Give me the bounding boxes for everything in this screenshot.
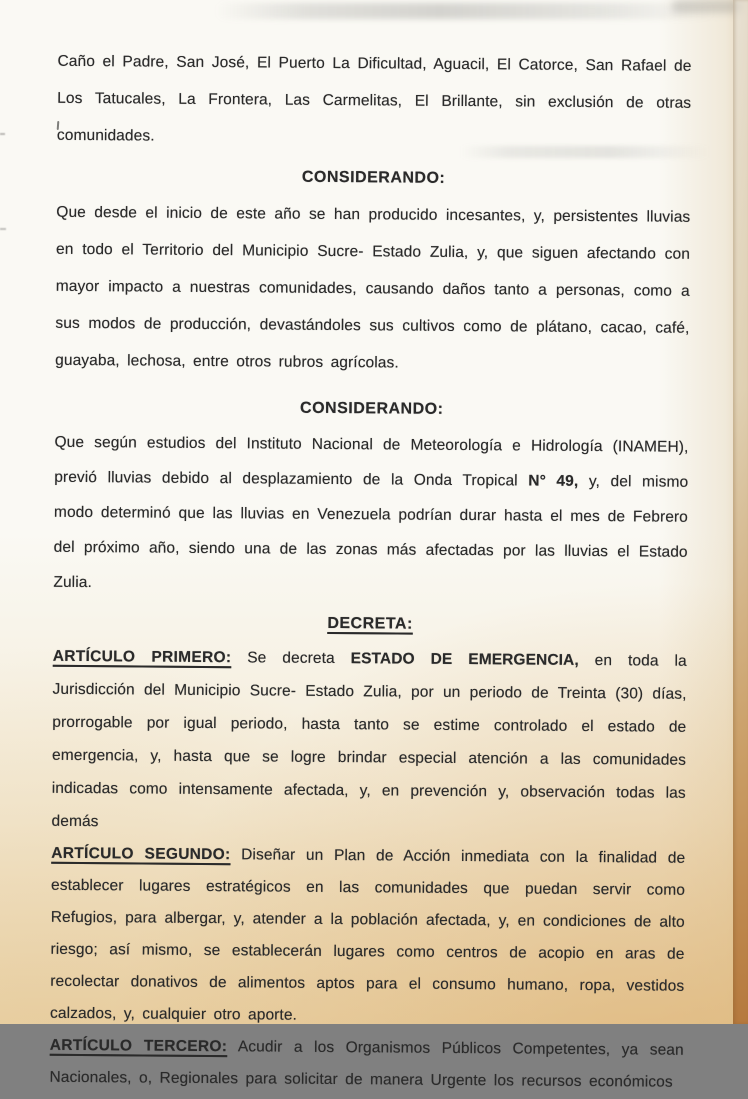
considerando-heading-1: CONSIDERANDO: — [301, 168, 446, 187]
articulo-segundo-label: ARTÍCULO SEGUNDO: — [51, 844, 231, 864]
inameh-text-start: Que según estudios del Instituto Nacional de Meteorología e Hidrología (INAMEH), previó lluvias debido al desplazamiento de la Onda Tropical — [54, 433, 689, 490]
decreta-heading-text: DECRETA: — [327, 614, 413, 633]
articulo-primero-paragraph — [51, 640, 687, 843]
onda-tropical-number-bold: N° 49, — [528, 472, 579, 490]
estado-de-emergencia-bold: ESTADO DE EMERGENCIA, — [350, 650, 579, 669]
articulo-segundo-paragraph — [50, 838, 685, 1035]
articulo-primero-text-end: en toda la Jurisdicción del Municipio Sucre- Estado Zulia, por un periodo de Treinta (30) días, prorrogable por igual periodo, hasta tanto se estime controlado el estado de emergencia, y, hasta que se logre brindar especial atención a las comunidades indicadas como intensamente afectada, y, en prevención y, observación todas las demás — [51, 651, 687, 831]
articulo-tercero-label: ARTÍCULO TERCERO: — [49, 1036, 228, 1056]
articulo-primero-label: ARTÍCULO PRIMERO: — [52, 647, 232, 667]
articulo-primero-text-start: Se decreta — [231, 649, 351, 668]
articulo-segundo-text: Diseñar un Plan de Acción inmediata con la finalidad de establecer lugares estratégicos en las comunidades que puedan servir como Refugios, para albergar, y, atender a la población afectada, y, en condiciones de alto riesgo; así mismo, se establecerán lugares como centros de acopio en aras de recolectar donativos de alimentos aptos para el consumo humano, ropa, vestidos calzados, y, cualquier otro aporte. — [49, 846, 686, 1024]
articulo-tercero-text: Acudir a los Organismos Públicos Competentes, ya sean Nacionales, o, Regionales para solicitar de manera Urgente los recursos económicos — [49, 1038, 684, 1091]
inameh-forecast-paragraph — [53, 425, 688, 605]
articulo-tercero-paragraph — [49, 1030, 683, 1099]
considerando-heading-2: CONSIDERANDO: — [300, 399, 444, 418]
page-edge-shadow — [733, 0, 748, 1024]
rains-damage-paragraph: Que desde el inicio de este año se han producido incesantes, y, persistentes lluvias en todo el Territorio del Municipio Sucre- Estado Zulia, y, que siguen afectando con mayor impacto a nuestras comunidades, causando daños tanto a personas, como a sus modos de producción, devastándoles sus cultivos como de plátano, cacao, café, guayaba, lechosa, entre otros rubros agrícolas. — [55, 203, 691, 372]
communities-intro-paragraph: Caño el Padre, San José, El Puerto La Dificultad, Aguacil, El Catorce, San Rafael de Los Tatucales, La Frontera, Las Carmelitas, El Brillante, sin exclusión de otras comunidades. — [56, 52, 692, 145]
inameh-text-end: y, del mismo modo determinó que las lluvias en Venezuela podrían durar hasta el mes de Febrero del próximo año, siendo una de las zonas más afectadas por las lluvias el Estado Zulia. — [53, 472, 689, 592]
decreta-heading — [53, 603, 687, 645]
